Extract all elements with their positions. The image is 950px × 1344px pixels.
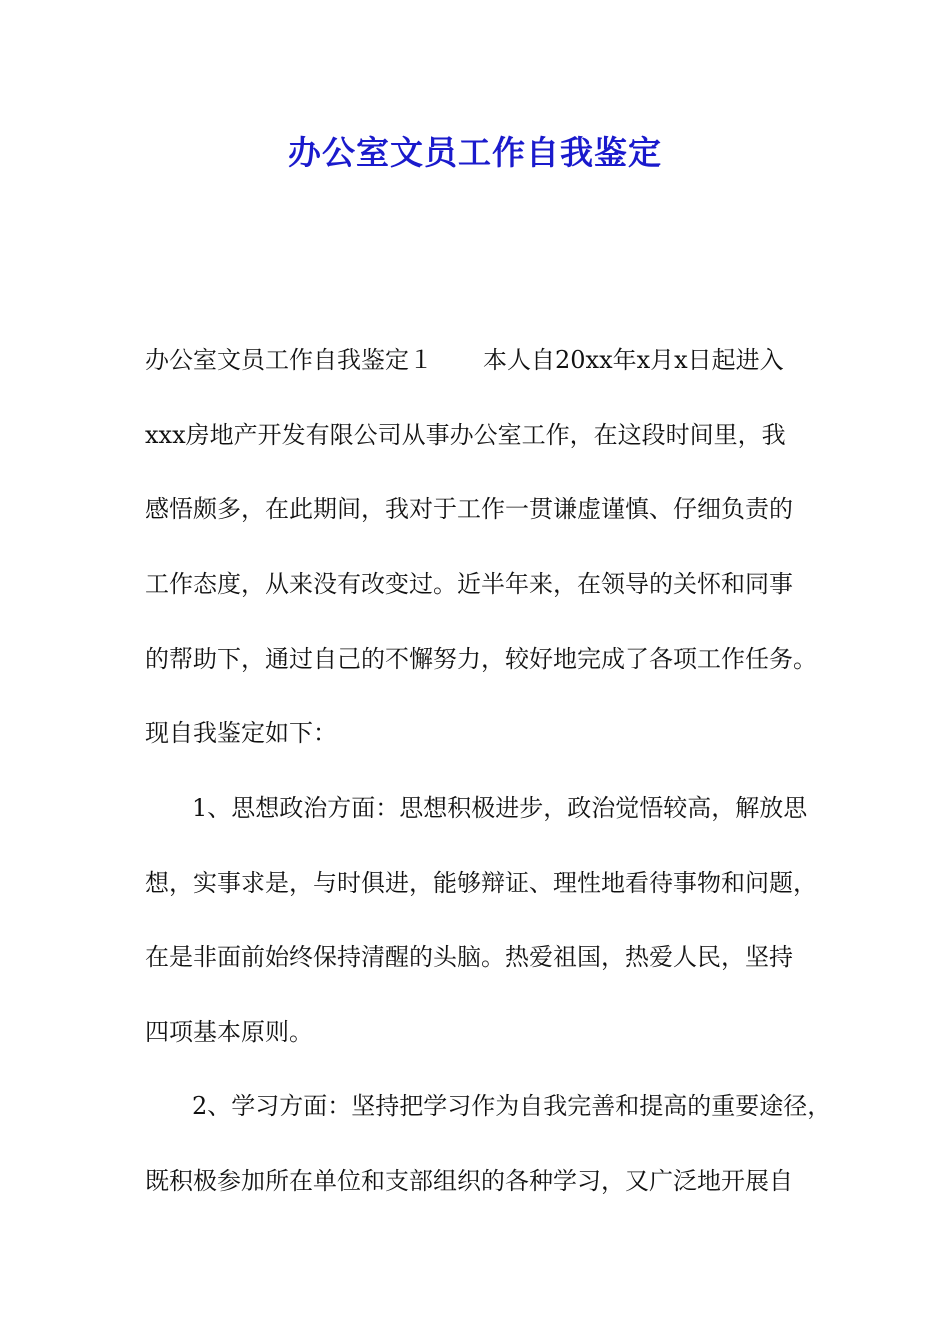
body-line-2: xxx房地产开发有限公司从事办公室工作，在这段时间里，我 (145, 421, 786, 449)
body-line-9: 在是非面前始终保持清醒的头脑。热爱祖国，热爱人民，坚持 (145, 943, 793, 971)
body-line-7: 1、思想政治方面：思想积极进步，政治觉悟较高，解放思 (192, 794, 808, 822)
body-line-11: 2、学习方面：坚持把学习作为自我完善和提高的重要途径， (192, 1092, 832, 1120)
document-title: 办公室文员工作自我鉴定 (288, 133, 662, 172)
body-line-4: 工作态度，从来没有改变过。近半年来，在领导的关怀和同事 (145, 570, 793, 598)
intro-text: 本人自20xx年x月x日起进入 (483, 346, 784, 374)
body-line-5: 的帮助下，通过自己的不懈努力，较好地完成了各项工作任务。 (145, 645, 817, 673)
body-line-6: 现自我鉴定如下： (145, 719, 337, 747)
body-line-1 (145, 343, 825, 377)
body-line-8: 想，实事求是，与时俱进，能够辩证、理性地看待事物和问题， (145, 869, 817, 897)
body-line-3: 感悟颇多，在此期间，我对于工作一贯谦虚谨慎、仔细负责的 (145, 495, 793, 523)
body-line-12: 既积极参加所在单位和支部组织的各种学习，又广泛地开展自 (145, 1167, 793, 1195)
body-line-10: 四项基本原则。 (145, 1018, 313, 1046)
section-heading: 办公室文员工作自我鉴定１ (145, 346, 433, 374)
